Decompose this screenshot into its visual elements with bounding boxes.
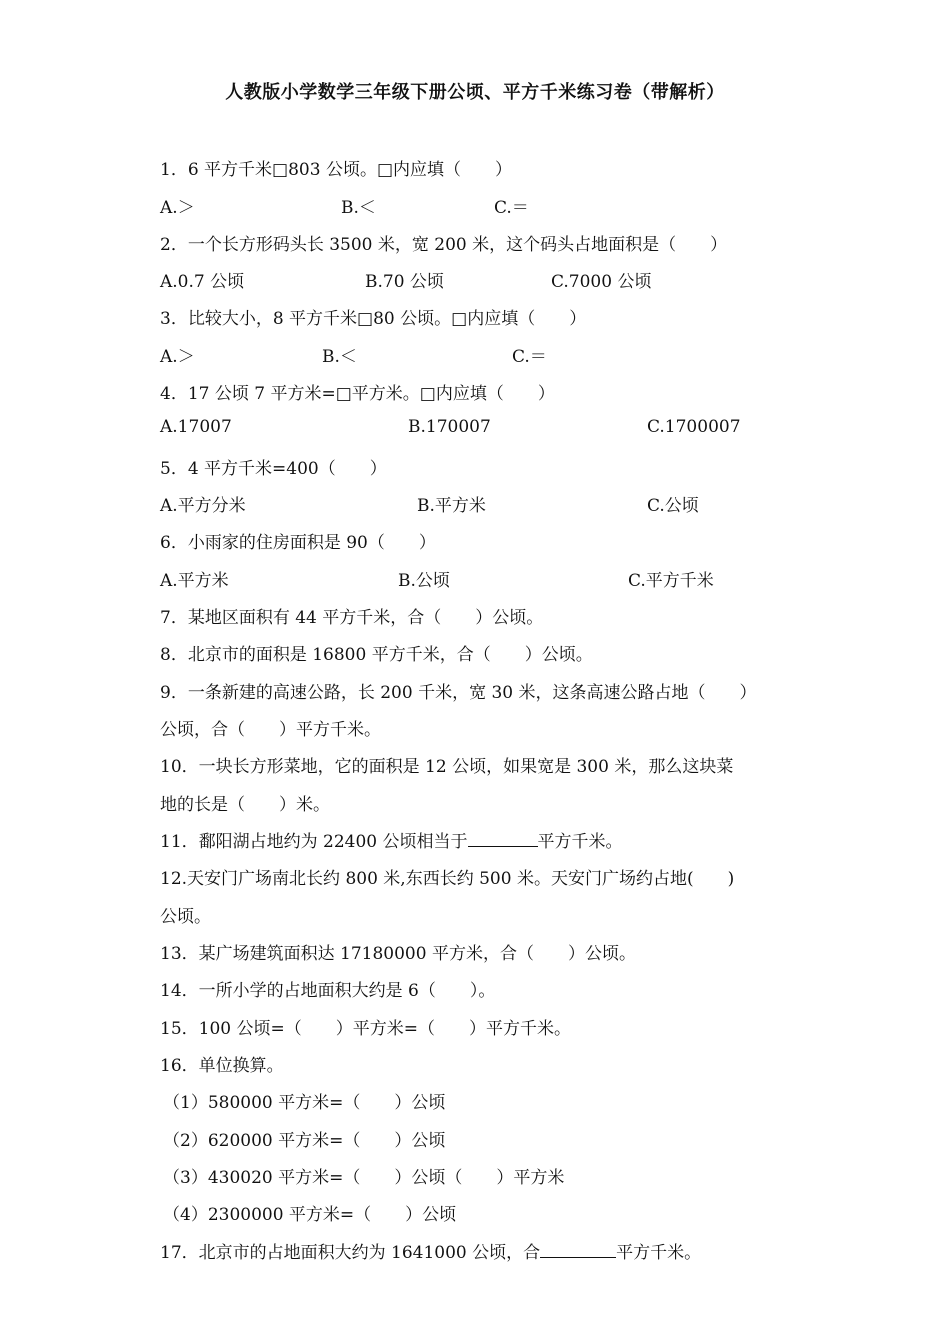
q4-option-a: A.17007	[160, 417, 232, 437]
q6-option-a: A.平方米	[160, 571, 229, 591]
question-15: 15．100 公顷=（ ）平方米=（ ）平方千米。	[160, 1019, 571, 1039]
q17-text-after: 平方千米。	[616, 1243, 702, 1263]
question-12-line-1: 12.天安门广场南北长约 800 米,东西长约 500 米。天安门广场约占地( )	[160, 869, 735, 889]
q6-option-c: C.平方千米	[628, 571, 714, 591]
question-16: 16．单位换算。	[160, 1056, 284, 1076]
question-11	[160, 827, 623, 852]
question-4: 4．17 公顷 7 平方米=□平方米。□内应填（ ）	[160, 384, 555, 404]
q11-text-before: 11．鄱阳湖占地约为 22400 公顷相当于	[160, 832, 468, 852]
question-5: 5．4 平方千米=400（ ）	[160, 459, 387, 479]
q3-option-a: A.＞	[160, 347, 195, 367]
q2-option-b: B.70 公顷	[365, 272, 444, 292]
q2-option-c: C.7000 公顷	[551, 272, 652, 292]
q5-option-a: A.平方分米	[160, 496, 246, 516]
q4-option-b: B.170007	[408, 417, 491, 437]
q3-option-b: B.＜	[322, 347, 357, 367]
q2-option-a: A.0.7 公顷	[160, 272, 245, 292]
question-7: 7．某地区面积有 44 平方千米，合（ ）公顷。	[160, 608, 544, 628]
question-10-line-2: 地的长是（ ）米。	[160, 795, 330, 815]
question-9-line-2: 公顷，合（ ）平方千米。	[160, 720, 381, 740]
q6-option-b: B.公顷	[398, 571, 450, 591]
question-12-line-2: 公顷。	[160, 907, 211, 927]
page-title: 人教版小学数学三年级下册公顷、平方千米练习卷（带解析）	[225, 82, 725, 103]
q11-text-after: 平方千米。	[537, 832, 623, 852]
question-9-line-1: 9．一条新建的高速公路，长 200 千米，宽 30 米，这条高速公路占地（ ）	[160, 683, 757, 703]
q4-option-c: C.1700007	[647, 417, 741, 437]
q1-option-b: B.＜	[341, 198, 376, 218]
q16-item-3: （3）430020 平方米=（ ）公顷（ ）平方米	[163, 1168, 565, 1188]
q1-option-c: C.＝	[494, 198, 529, 218]
question-17	[160, 1238, 701, 1263]
q16-item-2: （2）620000 平方米=（ ）公顷	[163, 1131, 446, 1151]
q16-item-4: （4）2300000 平方米=（ ）公顷	[163, 1205, 457, 1225]
q5-option-b: B.平方米	[417, 496, 486, 516]
question-1: 1．6 平方千米□803 公顷。□内应填（ ）	[160, 160, 513, 180]
q16-item-1: （1）580000 平方米=（ ）公顷	[163, 1093, 446, 1113]
question-6: 6．小雨家的住房面积是 90（ ）	[160, 533, 436, 553]
q17-text-before: 17．北京市的占地面积大约为 1641000 公顷，合	[160, 1243, 541, 1263]
q5-option-c: C.公顷	[647, 496, 699, 516]
q11-answer-blank[interactable]	[468, 832, 538, 847]
q3-option-c: C.＝	[512, 347, 547, 367]
question-13: 13．某广场建筑面积达 17180000 平方米，合（ ）公顷。	[160, 944, 636, 964]
q17-answer-blank[interactable]	[540, 1243, 616, 1258]
question-8: 8．北京市的面积是 16800 平方千米，合（ ）公顷。	[160, 645, 593, 665]
question-14: 14．一所小学的占地面积大约是 6（ ）。	[160, 981, 496, 1001]
question-2: 2．一个长方形码头长 3500 米，宽 200 米，这个码头占地面积是（ ）	[160, 235, 728, 255]
question-10-line-1: 10．一块长方形菜地，它的面积是 12 公顷，如果宽是 300 米，那么这块菜	[160, 757, 734, 777]
q1-option-a: A.＞	[160, 198, 195, 218]
question-3: 3．比较大小，8 平方千米□80 公顷。□内应填（ ）	[160, 309, 587, 329]
